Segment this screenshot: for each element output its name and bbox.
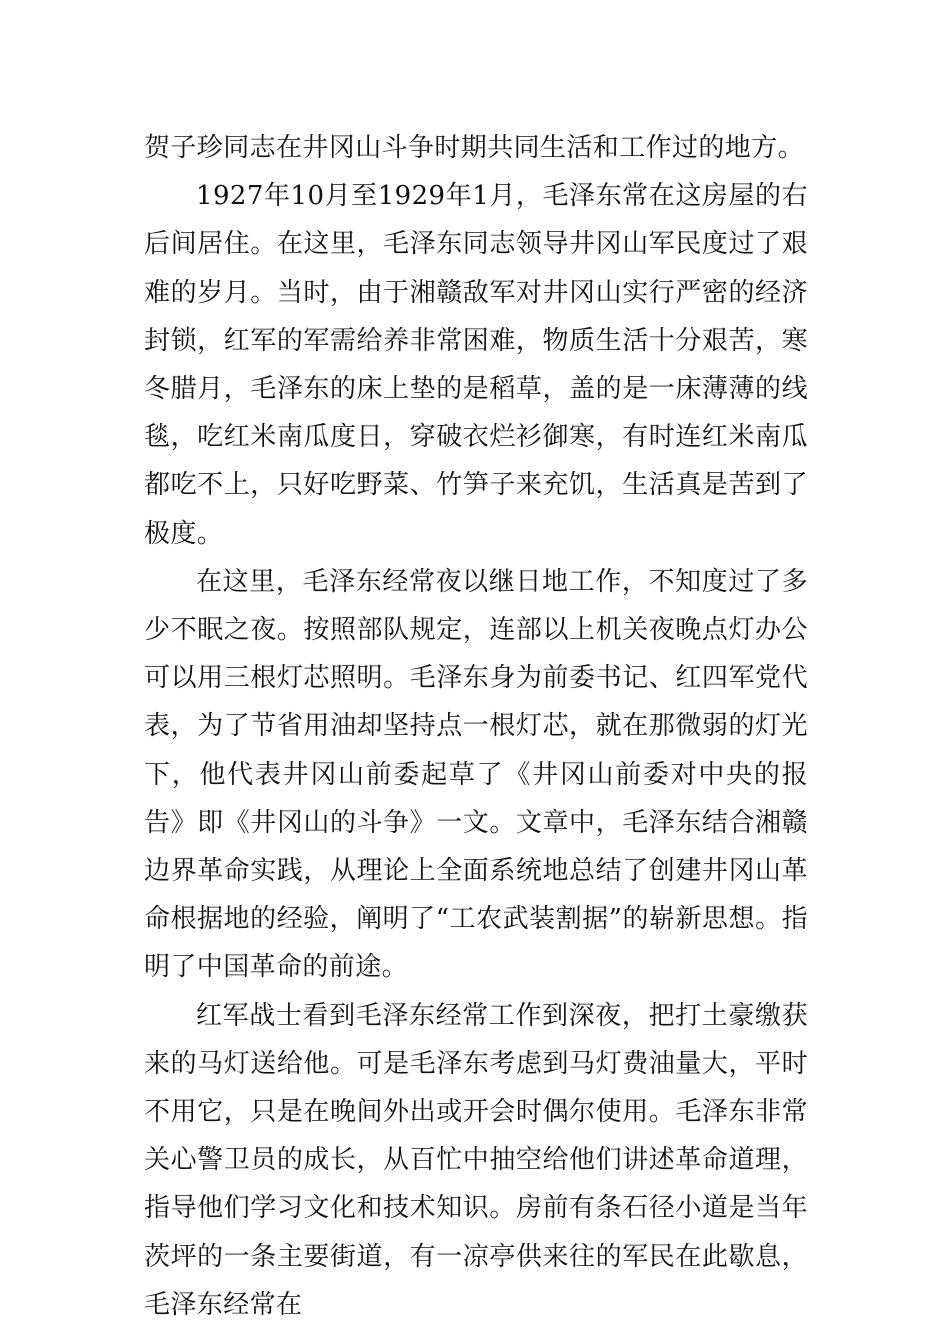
paragraph-soldiers-lamp: 红军战士看到毛泽东经常工作到深夜，把打土豪缴获来的马灯送给他。可是毛泽东考虑到马灯费油量大，平时不用它，只是在晚间外出或开会时偶尔使用。毛泽东非常关心警卫员的成长，从百忙中抽空给他们讲述革命道理，指导他们学习文化和技术知识。房前有条石径小道是当年茨坪的一条主要街道，有一凉亭供来往的军民在此歇息，毛泽东经常在 — [144, 1000, 808, 1320]
paragraph-residence-history: 1927年10月至1929年1月，毛泽东常在这房屋的右后间居住。在这里，毛泽东同志领导井冈山军民度过了艰难的岁月。当时，由于湘赣敌军对井冈山实行严密的经济封锁，红军的军需给养非常困难，物质生活十分艰苦，寒冬腊月，毛泽东的床上垫的是稻草，盖的是一床薄薄的线毯，吃红米南瓜度日，穿破衣烂衫御寒，有时连红米南瓜都吃不上，只好吃野菜、竹笋子来充饥，生活真是苦到了极度。 — [144, 181, 808, 549]
paragraph-night-work: 在这里，毛泽东经常夜以继日地工作，不知度过了多少不眠之夜。按照部队规定，连部以上机关夜晚点灯办公可以用三根灯芯照明。毛泽东身为前委书记、红四军党代表，为了节省用油却坚持点一根灯芯，就在那微弱的灯光下，他代表井冈山前委起草了《井冈山前委对中央的报告》即《井冈山的斗争》一文。文章中，毛泽东结合湘赣边界革命实践，从理论上全面系统地总结了创建井冈山革命根据地的经验，阐明了“工农武装割据”的崭新思想。指明了中国革命的前途。 — [144, 566, 808, 983]
document-page — [144, 124, 808, 1329]
paragraph-continuation: 贺子珍同志在井冈山斗争时期共同生活和工作过的地方。 — [144, 133, 805, 163]
